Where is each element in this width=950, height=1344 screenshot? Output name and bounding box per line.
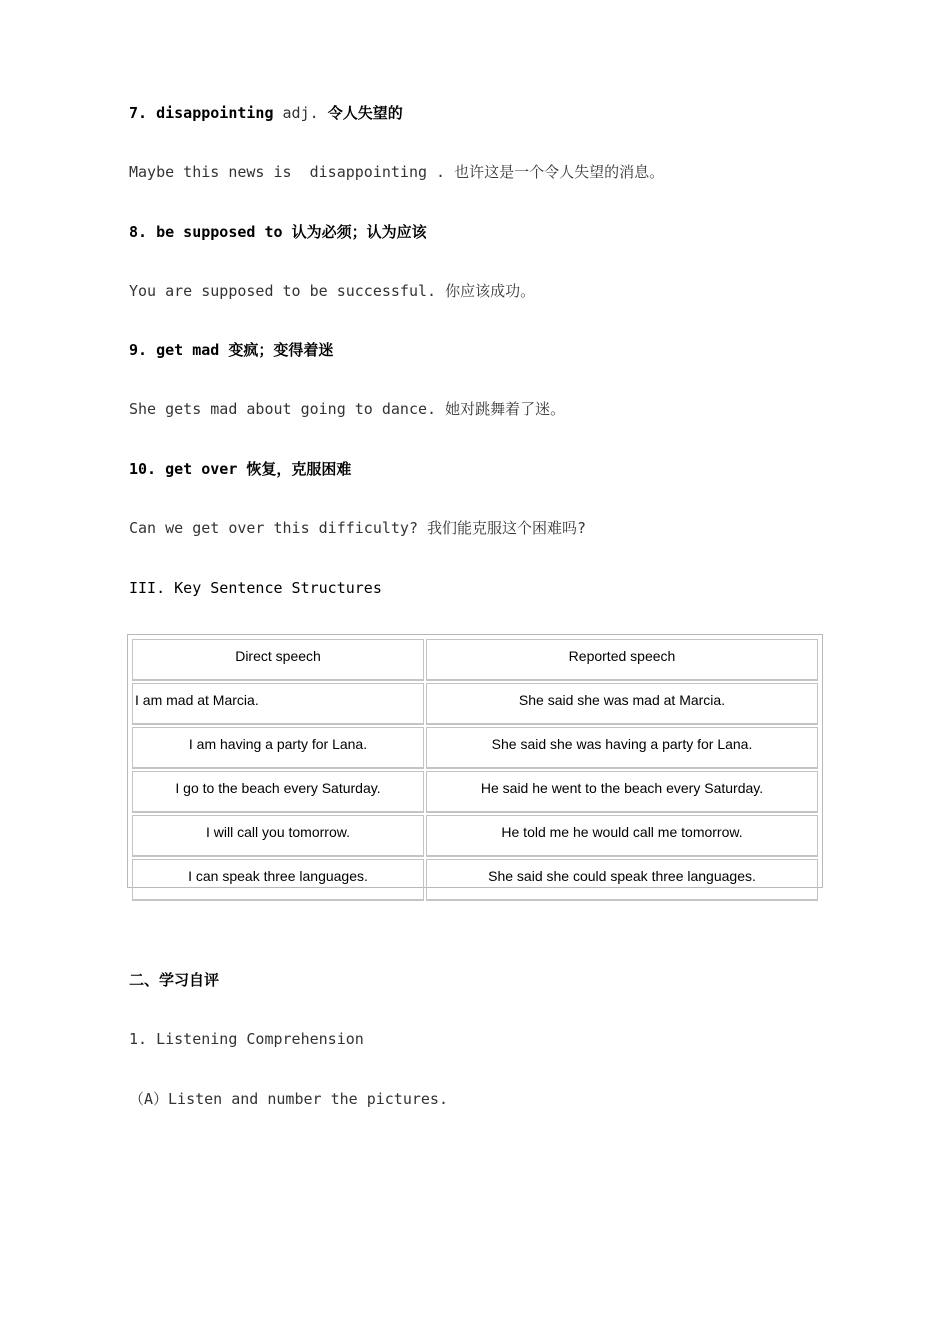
header-direct-speech: Direct speech [132, 639, 424, 681]
table-header-row [132, 639, 818, 681]
vocab-item-7-example: Maybe this news is disappointing . 也许这是一个令人失望的消息。 [129, 163, 665, 181]
vocab-term: be supposed to [156, 223, 283, 241]
vocab-term: disappointing [156, 104, 274, 122]
vocab-item-8-heading [129, 222, 427, 242]
reported-speech-cell: She said she was mad at Marcia. [426, 683, 818, 725]
section-heading-key-structures: III. Key Sentence Structures [129, 579, 382, 597]
header-reported-speech: Reported speech [426, 639, 818, 681]
table-row [132, 771, 818, 813]
vocab-term: get mad [156, 341, 220, 359]
listening-task-a: （A）Listen and number the pictures. [129, 1090, 448, 1108]
reported-speech-cell: She said she could speak three languages. [426, 859, 818, 901]
vocab-number: 9. [129, 341, 148, 359]
vocab-term: get over [165, 460, 238, 478]
part-heading-self-assessment: 二、学习自评 [129, 971, 220, 989]
vocab-meaning: 认为必须；认为应该 [291, 223, 427, 241]
vocab-item-9-heading [129, 340, 333, 360]
reported-speech-cell: He said he went to the beach every Saturday. [426, 771, 818, 813]
vocab-item-10-heading [129, 459, 351, 479]
speech-table-frame [127, 634, 823, 888]
table-row [132, 859, 818, 901]
vocab-item-8-example: You are supposed to be successful. 你应该成功。 [129, 282, 536, 300]
vocab-meaning: 令人失望的 [327, 104, 403, 122]
vocab-item-10-example: Can we get over this difficulty? 我们能克服这个困难吗? [129, 519, 587, 537]
direct-speech-cell: I will call you tomorrow. [132, 815, 424, 857]
vocab-pos: adj. [282, 104, 319, 122]
vocab-number: 7. [129, 104, 148, 122]
table-row [132, 727, 818, 769]
reported-speech-cell: She said she was having a party for Lana. [426, 727, 818, 769]
vocab-item-9-example: She gets mad about going to dance. 她对跳舞着了迷。 [129, 400, 566, 418]
direct-speech-cell: I am having a party for Lana. [132, 727, 424, 769]
vocab-item-7-heading [129, 103, 403, 123]
speech-table [130, 637, 820, 903]
listening-heading: 1. Listening Comprehension [129, 1030, 364, 1048]
table-row [132, 683, 818, 725]
direct-speech-cell: I am mad at Marcia. [132, 683, 424, 725]
direct-speech-cell: I go to the beach every Saturday. [132, 771, 424, 813]
reported-speech-cell: He told me he would call me tomorrow. [426, 815, 818, 857]
vocab-meaning: 变疯；变得着迷 [228, 341, 334, 359]
vocab-meaning: 恢复，克服困难 [246, 460, 352, 478]
vocab-number: 8. [129, 223, 148, 241]
vocab-number: 10. [129, 460, 157, 478]
table-row [132, 815, 818, 857]
direct-speech-cell: I can speak three languages. [132, 859, 424, 901]
